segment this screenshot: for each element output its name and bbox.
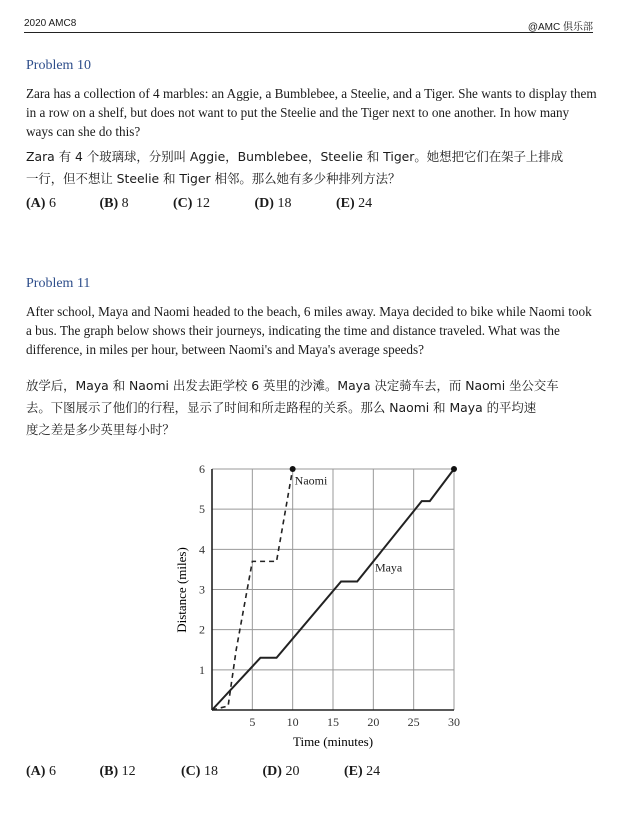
y-axis-label: Distance (miles) bbox=[174, 547, 189, 633]
x-tick-label: 15 bbox=[327, 715, 339, 729]
problem-11-text: After school, Maya and Naomi headed to the beach, 6 miles away. Maya decided to bike while Naomi took a bus. The graph below shows their journeys, indicating the time and distance traveled. What was the difference, in miles per hour, between Naomi's and Maya's average speeds? bbox=[26, 304, 592, 357]
header-left: 2020 AMC8 bbox=[24, 18, 77, 29]
problem-11-text-zh-line-1: 放学后，Maya 和 Naomi 出发去距学校 6 英里的沙滩。Maya 决定骑车去，而 Naomi 坐公交车 bbox=[26, 378, 559, 393]
endpoint-dot bbox=[451, 466, 457, 472]
choice-c: (C) 18 bbox=[181, 764, 218, 779]
problem-11-title: Problem 11 bbox=[26, 276, 91, 291]
x-tick-label: 30 bbox=[448, 715, 460, 729]
choice-e: (E) 24 bbox=[344, 764, 381, 779]
x-tick-label: 10 bbox=[286, 715, 299, 729]
header-right: @AMC 俱乐部 bbox=[527, 22, 593, 33]
page-header bbox=[24, 6, 593, 33]
choice-d: (D) 18 bbox=[254, 196, 292, 211]
series-label-naomi: Naomi bbox=[294, 473, 328, 488]
x-tick-label: 5 bbox=[249, 715, 256, 729]
y-tick-label: 6 bbox=[199, 462, 205, 476]
x-axis-label: Time (minutes) bbox=[292, 734, 374, 749]
series-label-maya: Maya bbox=[374, 560, 403, 575]
problem-11-text-zh bbox=[26, 375, 598, 441]
y-tick-label: 3 bbox=[199, 582, 205, 597]
choice-d: (D) 20 bbox=[262, 764, 300, 779]
choice-c: (C) 12 bbox=[173, 196, 210, 211]
y-tick-label: 5 bbox=[199, 502, 205, 517]
problem-10-text-zh-line-1: Zara 有 4 个玻璃球，分别叫 Aggie，Bumblebee，Steelie 和 Tiger。她想把它们在架子上排成 bbox=[26, 149, 564, 164]
choice-b: (B) 8 bbox=[99, 196, 129, 211]
endpoint-dot bbox=[290, 466, 296, 472]
problem-10-choices bbox=[26, 196, 372, 212]
problem-11-choices bbox=[26, 764, 380, 780]
y-tick-label: 4 bbox=[199, 542, 205, 557]
problem-10-title: Problem 10 bbox=[26, 58, 91, 73]
choice-a: (A) 6 bbox=[26, 764, 56, 779]
y-tick-label: 1 bbox=[199, 662, 205, 677]
distance-time-chart bbox=[160, 455, 480, 755]
problem-11-text-zh-line-2: 去。下图展示了他们的行程，显示了时间和所走路程的关系。那么 Naomi 和 Maya 的平均速 bbox=[26, 400, 537, 415]
x-tick-label: 20 bbox=[367, 715, 380, 729]
choice-a: (A) 6 bbox=[26, 196, 56, 211]
problem-10-text-zh bbox=[26, 146, 598, 190]
choice-b: (B) 12 bbox=[99, 764, 136, 779]
problem-11-text-zh-line-3: 度之差是多少英里每小时？ bbox=[26, 422, 175, 437]
y-tick-label: 2 bbox=[199, 622, 205, 637]
choice-e: (E) 24 bbox=[336, 196, 373, 211]
problem-10-text-zh-line-2: 一行，但不想让 Steelie 和 Tiger 相邻。那么她有多少种排列方法？ bbox=[26, 171, 401, 186]
x-tick-label: 25 bbox=[407, 715, 420, 729]
problem-10-text: Zara has a collection of 4 marbles: an Aggie, a Bumblebee, a Steelie, and a Tiger. She wants to display them in a row on a shelf, but does not want to put the Steelie and the Tiger next to one another. In how many ways can she do this? bbox=[26, 86, 597, 139]
